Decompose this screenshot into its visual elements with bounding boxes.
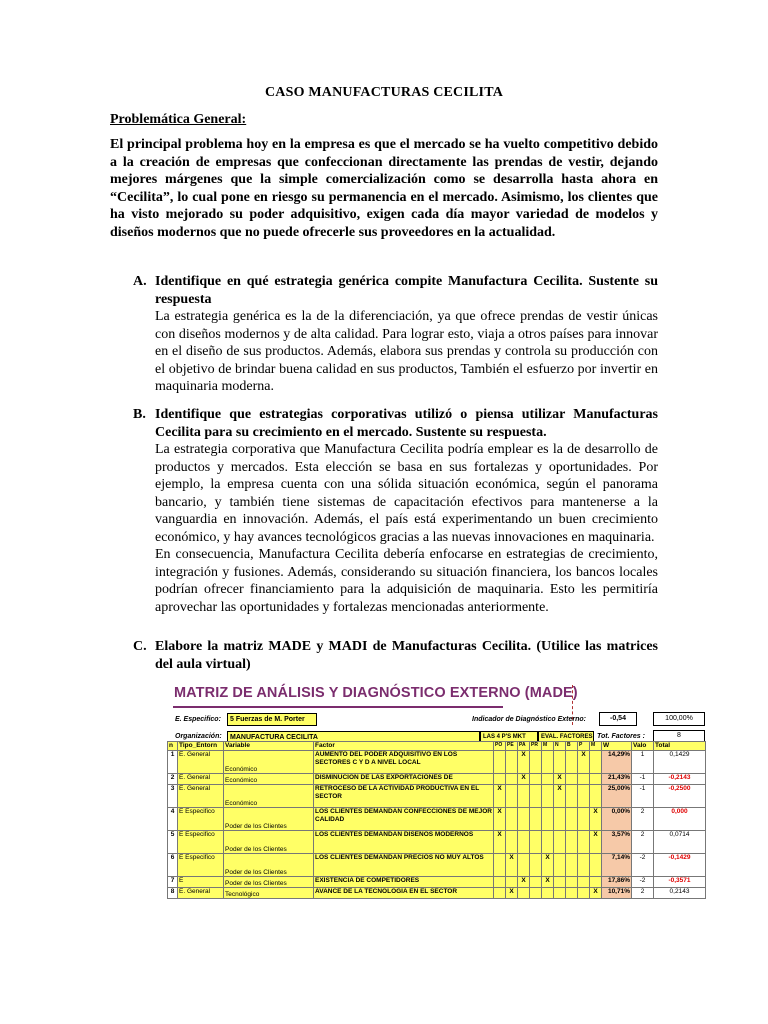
mark-cell	[506, 877, 518, 888]
mark-cell	[554, 831, 566, 854]
mark-cell: X	[506, 854, 518, 877]
total-cell: 0,2143	[654, 888, 706, 899]
intro-paragraph: El principal problema hoy en la empresa es que el mercado se ha vuelto competitivo debido a la creación de empresas que confeccionan directamente las prendas de vestir, dejando mejores márgenes que la simple comercialización como se desarrolla hasta ahora en “Cecilita”, lo cual pone en riesgo su permanencia en el mercado. Asimismo, los clientes que ha visto mejorado su poder adquisitivo, exigen cada día mayor variedad de modelos y diseños modernos que no puede ofrecerle sus proveedores en la actualidad.	[110, 137, 658, 240]
weight-cell: 25,00%	[602, 785, 632, 808]
tipo-entorno-cell: E. General	[178, 751, 224, 774]
mark-cell: X	[518, 877, 530, 888]
total-cell: 0,000	[654, 808, 706, 831]
mark-cell	[530, 774, 542, 785]
mark-cell	[590, 854, 602, 877]
mark-cell	[590, 785, 602, 808]
variable-cell: Poder de los Clientes	[224, 831, 314, 854]
row-number: 5	[168, 831, 178, 854]
mark-cell	[506, 774, 518, 785]
mark-cell	[542, 831, 554, 854]
mark-cell	[506, 808, 518, 831]
mark-cell	[566, 888, 578, 899]
total-cell: -0,1429	[654, 854, 706, 877]
mark-cell	[530, 831, 542, 854]
mark-cell	[578, 785, 590, 808]
tipo-entorno-cell: E Especifico	[178, 831, 224, 854]
column-header: M	[542, 742, 554, 751]
column-header: PR	[530, 742, 542, 751]
mark-cell	[566, 831, 578, 854]
answer-paragraph: La estrategia genérica es la de la diferenciación, ya que ofrece prendas de vestir únicas con diseños modernos y de alta calidad. Para lograr esto, viaja a otros países para innovar en el diseño de sus productos. Además, elabora sus prendas y controla su producción con el objetivo de brindar buena calidad en sus productos, También el esfuerzo por invertir en maquinaria moderna.	[155, 309, 658, 394]
mark-cell	[566, 877, 578, 888]
column-header: PO	[494, 742, 506, 751]
factor-cell: AVANCE DE LA TECNOLOGIA EN EL SECTOR	[314, 888, 494, 899]
mark-cell	[590, 751, 602, 774]
row-number: 7	[168, 877, 178, 888]
mark-cell	[578, 877, 590, 888]
especifico-value: 5 Fuerzas de M. Porter	[227, 713, 317, 726]
total-cell: -0,2500	[654, 785, 706, 808]
mark-cell	[530, 751, 542, 774]
mark-cell	[554, 751, 566, 774]
factor-cell: DISMINUCIÓN DE LAS EXPORTACIONES DE	[314, 774, 494, 785]
mark-cell: X	[554, 785, 566, 808]
tipo-entorno-cell: E	[178, 877, 224, 888]
mark-cell	[554, 854, 566, 877]
mark-cell	[554, 877, 566, 888]
variable-cell: Poder de los Clientes	[224, 877, 314, 888]
mark-cell	[494, 854, 506, 877]
tot-factores-value: 8	[653, 730, 705, 742]
mark-cell: X	[494, 831, 506, 854]
variable-cell: Económico	[224, 774, 314, 785]
question-letter: B.	[133, 407, 146, 422]
weight-cell: 10,71%	[602, 888, 632, 899]
mark-cell	[542, 888, 554, 899]
made-matrix	[167, 685, 705, 907]
question-title: Identifique que estrategias corporativas utilizó o piensa utilizar Manufacturas Cecilita para su crecimiento en el mercado. Sustente su respuesta.	[155, 407, 658, 440]
mark-cell	[494, 877, 506, 888]
column-header: M	[590, 742, 602, 751]
table-row	[168, 854, 706, 877]
factor-cell: LOS CLIENTES DEMANDAN CONFECCIONES DE MEJOR CALIDAD	[314, 808, 494, 831]
value-cell: -1	[632, 785, 654, 808]
question-a	[133, 273, 658, 396]
weight-cell: 3,57%	[602, 831, 632, 854]
variable-cell: Tecnológico	[224, 888, 314, 899]
mark-cell	[542, 774, 554, 785]
tot-factores-label: Tot. Factores :	[597, 733, 645, 740]
weight-cell: 14,29%	[602, 751, 632, 774]
value-cell: 2	[632, 808, 654, 831]
document-title: CASO MANUFACTURAS CECILITA	[264, 85, 504, 100]
variable-cell: Económico	[224, 785, 314, 808]
table-header-row	[168, 742, 706, 751]
mark-cell	[506, 751, 518, 774]
mark-cell	[554, 888, 566, 899]
mark-cell	[566, 854, 578, 877]
column-header: N	[554, 742, 566, 751]
row-number: 8	[168, 888, 178, 899]
total-cell: 0,0714	[654, 831, 706, 854]
mark-cell	[506, 831, 518, 854]
column-header: Valo	[632, 742, 654, 751]
column-header: n	[168, 742, 178, 751]
mark-cell: X	[578, 751, 590, 774]
row-number: 2	[168, 774, 178, 785]
mark-cell	[566, 785, 578, 808]
question-title: Identifique en qué estrategia genérica compite Manufactura Cecilita. Sustente su respuesta	[155, 274, 658, 307]
table-row	[168, 888, 706, 899]
factor-cell: AUMENTO DEL PODER ADQUISITIVO EN LOS SECTORES C Y D A NIVEL LOCAL	[314, 751, 494, 774]
mark-cell	[518, 808, 530, 831]
column-header: B	[566, 742, 578, 751]
question-b	[133, 406, 658, 616]
mark-cell	[578, 854, 590, 877]
value-cell: -1	[632, 774, 654, 785]
mark-cell	[518, 785, 530, 808]
answer-paragraph: La estrategia corporativa que Manufactura Cecilita podría emplear es la de desarrollo de productos y mercados. Esta elección se basa en sus fortalezas y oportunidades. Por ejemplo, la empresa cuenta con una sólida situación económica, según el panorama bancario, y también tiene sistemas de capacitación efectivos para mantenerse a la vanguardia en innovación. Además, el país está experimentando un buen crecimiento económico, y hay avances tecnológicos gracias a las nuevas innovaciones en maquinaria.	[155, 442, 658, 545]
value-cell: -2	[632, 877, 654, 888]
especifico-label: E. Especifico:	[175, 716, 221, 723]
mark-cell	[530, 785, 542, 808]
mark-cell	[542, 808, 554, 831]
mark-cell	[554, 808, 566, 831]
title-underline	[173, 706, 503, 708]
percent-value: 100,00%	[653, 712, 705, 726]
mark-cell	[518, 888, 530, 899]
mark-cell	[578, 808, 590, 831]
table-row	[168, 751, 706, 774]
mark-cell	[530, 888, 542, 899]
factor-cell: LOS CLIENTES DEMANDAN DISEÑOS MODERNOS	[314, 831, 494, 854]
mark-cell: X	[518, 774, 530, 785]
column-header: Variable	[224, 742, 314, 751]
section-heading: Problemática General:	[110, 112, 247, 127]
table-row	[168, 877, 706, 888]
eval-group-header: EVAL. FACTORES	[538, 731, 594, 742]
weight-cell: 0,00%	[602, 808, 632, 831]
mark-cell: X	[590, 888, 602, 899]
mark-cell: X	[518, 751, 530, 774]
mark-cell	[578, 831, 590, 854]
mark-cell: X	[590, 808, 602, 831]
organizacion-label: Organización:	[175, 733, 222, 740]
value-cell: 2	[632, 831, 654, 854]
weight-cell: 21,43%	[602, 774, 632, 785]
row-number: 4	[168, 808, 178, 831]
weight-cell: 17,86%	[602, 877, 632, 888]
mark-cell	[506, 785, 518, 808]
column-header: W	[602, 742, 632, 751]
value-cell: -2	[632, 854, 654, 877]
column-header: Tipo_Entorn	[178, 742, 224, 751]
tipo-entorno-cell: E. General	[178, 785, 224, 808]
mark-cell: X	[590, 831, 602, 854]
mark-cell: X	[542, 877, 554, 888]
variable-cell: Poder de los Clientes	[224, 808, 314, 831]
mark-cell	[566, 751, 578, 774]
column-header: Total	[654, 742, 706, 751]
column-header: Factor	[314, 742, 494, 751]
mark-cell	[530, 877, 542, 888]
table-row	[168, 774, 706, 785]
factor-cell: EXISTENCIA DE COMPETIDORES	[314, 877, 494, 888]
mark-cell	[578, 774, 590, 785]
total-cell: -0,3571	[654, 877, 706, 888]
mark-cell	[566, 774, 578, 785]
mkt-group-header: LAS 4 P'S MKT	[480, 731, 538, 742]
row-number: 6	[168, 854, 178, 877]
mark-cell	[566, 808, 578, 831]
row-number: 3	[168, 785, 178, 808]
factor-cell: RETROCESO DE LA ACTIVIDAD PRODUCTIVA EN EL SECTOR	[314, 785, 494, 808]
mark-cell: X	[494, 785, 506, 808]
factor-cell: LOS CLIENTES DEMANDAN PRECIOS NO MUY ALTOS	[314, 854, 494, 877]
mark-cell	[542, 785, 554, 808]
table-row	[168, 808, 706, 831]
mark-cell	[530, 854, 542, 877]
row-number: 1	[168, 751, 178, 774]
mark-cell: X	[506, 888, 518, 899]
mark-cell	[542, 751, 554, 774]
organizacion-value: MANUFACTURA CECILITA	[227, 731, 480, 742]
mark-cell	[578, 888, 590, 899]
column-header: PE	[506, 742, 518, 751]
weight-cell: 7,14%	[602, 854, 632, 877]
variable-cell: Económico	[224, 751, 314, 774]
mark-cell	[494, 888, 506, 899]
value-cell: 2	[632, 888, 654, 899]
value-cell: 1	[632, 751, 654, 774]
mark-cell: X	[494, 808, 506, 831]
tipo-entorno-cell: E Especifico	[178, 808, 224, 831]
question-letter: A.	[133, 274, 147, 289]
tipo-entorno-cell: E. General	[178, 774, 224, 785]
total-cell: 0,1429	[654, 751, 706, 774]
indicador-value: -0,54	[599, 712, 637, 726]
mark-cell	[590, 877, 602, 888]
tipo-entorno-cell: E Especifico	[178, 854, 224, 877]
question-title: Elabore la matriz MADE y MADI de Manufacturas Cecilita. (Utilice las matrices del aula virtual)	[155, 639, 658, 672]
mark-cell: X	[554, 774, 566, 785]
question-letter: C.	[133, 639, 147, 654]
made-table	[167, 741, 706, 899]
mark-cell	[530, 808, 542, 831]
question-c	[133, 638, 658, 673]
answer-paragraph: En consecuencia, Manufactura Cecilita debería enfocarse en estrategias de crecimiento, integración y fusiones. Además, considerando su situación financiera, los bancos locales podrían ofrecer financiamiento para la adquisición de maquinaria. Esto les permitiría aprovechar las oportunidades y fortalezas mencionadas anteriormente.	[155, 547, 658, 615]
tipo-entorno-cell: E. General	[178, 888, 224, 899]
mark-cell	[590, 774, 602, 785]
table-row	[168, 831, 706, 854]
mark-cell	[518, 854, 530, 877]
column-header: PA	[518, 742, 530, 751]
mark-cell: X	[542, 854, 554, 877]
mark-cell	[518, 831, 530, 854]
indicador-label: Indicador de Diagnóstico Externo:	[472, 716, 586, 723]
total-cell: -0,2143	[654, 774, 706, 785]
mark-cell	[494, 751, 506, 774]
matrix-title: MATRIZ DE ANÁLISIS Y DIAGNÓSTICO EXTERNO (MADE)	[174, 685, 578, 701]
mark-cell	[494, 774, 506, 785]
table-row	[168, 785, 706, 808]
variable-cell: Poder de los Clientes	[224, 854, 314, 877]
column-header: P	[578, 742, 590, 751]
